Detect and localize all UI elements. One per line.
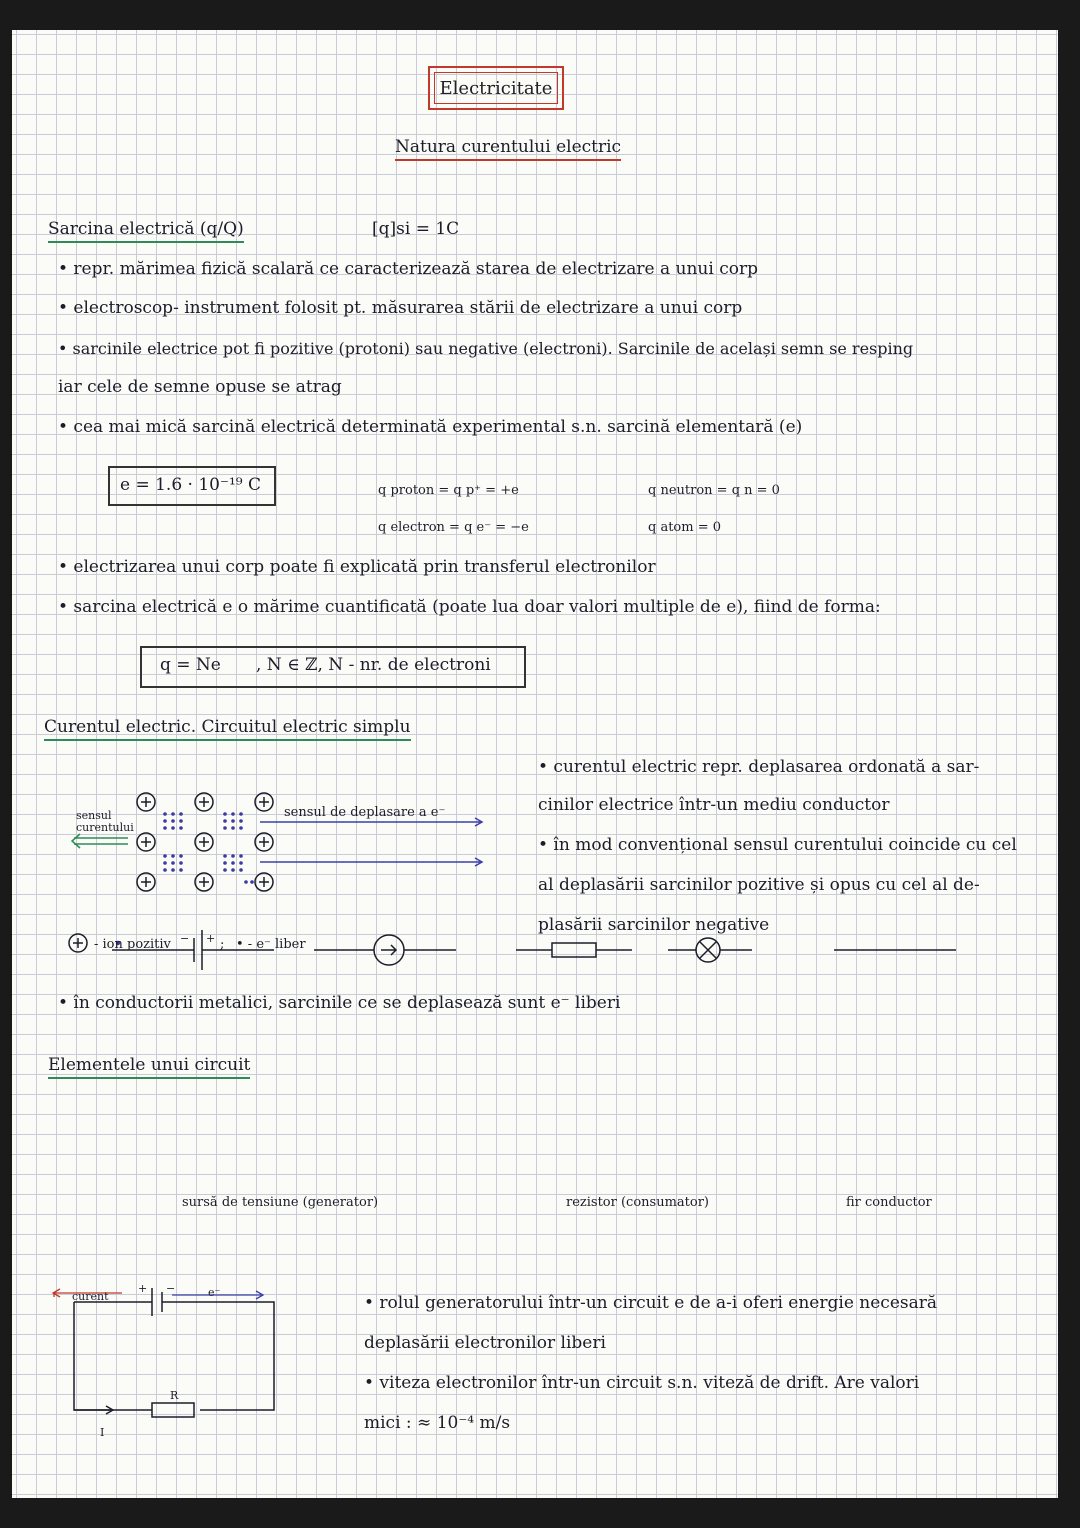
label-source: sursă de tensiune (generator) bbox=[182, 1195, 379, 1210]
q-proton: q proton = q p⁺ = +e bbox=[378, 483, 519, 498]
positive-ion bbox=[137, 793, 155, 811]
heading-curent: Curentul electric. Circuitul electric simplu bbox=[44, 716, 411, 741]
label-resistor: rezistor (consumator) bbox=[566, 1195, 709, 1210]
battery-plus: + bbox=[206, 932, 216, 945]
free-electrons bbox=[116, 812, 254, 945]
formula-q: q = Ne bbox=[160, 655, 221, 675]
heading-elemente: Elementele unui circuit bbox=[48, 1054, 250, 1079]
current-direction-arrow bbox=[72, 834, 128, 848]
q-electron: q electron = q e⁻ = −e bbox=[378, 520, 529, 535]
right-text-2: cinilor electrice într-un mediu conductor bbox=[538, 795, 890, 815]
right-text-1: • curentul electric repr. deplasarea ordonată a sar- bbox=[538, 757, 980, 777]
positive-ion bbox=[195, 833, 213, 851]
page-subtitle: Natura curentului electric bbox=[395, 136, 621, 161]
bulb-symbol bbox=[668, 938, 752, 962]
electron-direction-arrows bbox=[260, 818, 482, 866]
label-sensul: sensul bbox=[76, 809, 112, 822]
text-drift-1: • viteza electronilor într-un circuit s.n. viteză de drift. Are valori bbox=[364, 1373, 920, 1393]
circuit-label-I: I bbox=[100, 1426, 105, 1439]
positive-ion bbox=[137, 873, 155, 891]
circuit-label-e: e⁻ bbox=[208, 1286, 221, 1299]
positive-ion bbox=[195, 793, 213, 811]
bullet-electroscop: • electroscop- instrument folosit pt. măsurarea stării de electrizare a unui corp bbox=[58, 298, 743, 318]
legend-positive-ion bbox=[69, 934, 87, 952]
q-atom: q atom = 0 bbox=[648, 520, 722, 535]
legend-electron: • - e⁻ liber bbox=[236, 937, 306, 952]
positive-ion bbox=[195, 873, 213, 891]
bullet-types-cont: iar cele de semne opuse se atrag bbox=[58, 377, 342, 397]
ammeter-symbol bbox=[314, 935, 456, 965]
bullet-cuantificata: • sarcina electrică e o mărime cuantificată (poate lua doar valori multiple de e), fiind de forma: bbox=[58, 597, 881, 617]
right-text-4: al deplasării sarcinilor pozitive și opus cu cel al de- bbox=[538, 875, 980, 895]
bullet-elementary: • cea mai mică sarcină electrică determinată experimental s.n. sarcină elementară (e) bbox=[58, 417, 803, 437]
positive-ion bbox=[137, 833, 155, 851]
circuit-label-curent: curent bbox=[72, 1290, 109, 1303]
heading-sarcina: Sarcina electrică (q/Q) bbox=[48, 218, 244, 243]
unit-si: [q]si = 1C bbox=[372, 219, 460, 239]
formula-n: , N ∈ ℤ, N - nr. de electroni bbox=[256, 655, 491, 675]
e-value: e = 1.6 · 10⁻¹⁹ C bbox=[120, 475, 262, 495]
positive-ion bbox=[255, 873, 273, 891]
text-generator-1: • rolul generatorului într-un circuit e de a-i oferi energie necesară bbox=[364, 1293, 937, 1313]
positive-ion bbox=[255, 833, 273, 851]
legend-ion: - ion pozitiv bbox=[94, 937, 171, 952]
notebook-page bbox=[12, 30, 1058, 1498]
legend-separator: ; bbox=[220, 937, 225, 952]
resistor-symbol bbox=[516, 943, 632, 957]
text-drift-2: mici : ≈ 10⁻⁴ m/s bbox=[364, 1413, 511, 1433]
bullet-conductori: • în conductorii metalici, sarcinile ce se deplasează sunt e⁻ liberi bbox=[58, 993, 621, 1013]
circuit-label-R: R bbox=[170, 1389, 179, 1402]
page-title: Electricitate bbox=[439, 77, 553, 99]
q-neutron: q neutron = q n = 0 bbox=[648, 483, 780, 498]
label-electron-direction: sensul de deplasare a e⁻ bbox=[284, 805, 446, 820]
right-text-3: • în mod convențional sensul curentului coincide cu cel bbox=[538, 835, 1017, 855]
bullet-definition: • repr. mărimea fizică scalară ce caracterizează starea de electrizare a unui corp bbox=[58, 259, 758, 279]
bullet-types: • sarcinile electrice pot fi pozitive (protoni) sau negative (electroni). Sarcinile de același semn se resping bbox=[58, 339, 914, 358]
bullet-electrizare: • electrizarea unui corp poate fi explicată prin transferul electronilor bbox=[58, 557, 656, 577]
label-curentului: curentului bbox=[76, 821, 134, 834]
circuit-label-plus: + bbox=[138, 1282, 148, 1295]
text-generator-2: deplasării electronilor liberi bbox=[364, 1333, 606, 1353]
positive-ion bbox=[255, 793, 273, 811]
circuit-label-minus: − bbox=[166, 1282, 176, 1295]
label-wire: fir conductor bbox=[846, 1195, 932, 1210]
right-text-5: plasării sarcinilor negative bbox=[538, 915, 770, 935]
battery-minus: − bbox=[180, 932, 190, 945]
